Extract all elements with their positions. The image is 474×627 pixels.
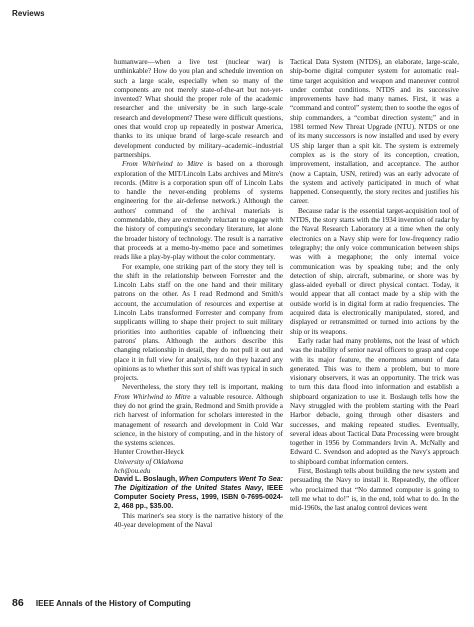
page-number: 86 [12,597,24,609]
page-footer [12,597,191,609]
paragraph: For example, one striking part of the story they tell is the shift in the relationship between Forrester and the Lincoln Labs staff on the one hand and their military patrons on the other. As I read Redmond and Smith's account, the accumulation of resources and expertise at Lincoln Labs transformed Forrester and company from supplicants willing to shape their project to suit military priorities into authorities capable of influencing their patrons' plans. Although the authors describe this changing relationship in detail, they do not pull it out and place it in full view for analysis, nor do they hazard any opinions as to whether this sort of shift was typical in such projects. [114,262,283,383]
paragraph: Early radar had many problems, not the least of which was the inability of senior naval officers to grasp and cope with its major feature, the enormous amount of data generated. This was to them a problem, but to more visionary observers, it was an opportunity. The trick was to turn this data flood into information and establish a shipboard organization to use it. Boslaugh tells how the Navy struggled with the problem starting with the Pearl Harbor debacle, going through other disasters and successes, and making repeated studies. Eventually, several ideas about Tactical Data Processing were brought together in 1956 by Commanders Irvin A. McNally and Edward C. Svendson and adopted as the Navy's approach to shipboard combat information centers. [290,336,459,466]
section-header: Reviews [12,9,45,18]
paragraph: humanware—when a live test (nuclear war) is unthinkable? How do you plan and schedule invention on such a large scale, especially when so many of the components are not merely state-of-the-art but not-yet-invented? What should the proper role of the academic researcher and the university be in such large-scale research and development? These were difficult questions, ones that would crop up repeatedly in postwar America, thanks to its unique brand of large-scale research and development conducted by military–academic–industrial partnerships. [114,58,283,159]
paragraph: Tactical Data System (NTDS), an elaborate, large-scale, ship-borne digital computer system for automatic real-time target acquisition and weapon and maneuver control under combat conditions. NTDS and its successive improvements have had many names. First, it was a “command and control” system; then to soothe the egos of ship commanders, a “combat direction system;” and in 1981 termed New Threat Upgrade (NTU). NTDS or one of its many successors is now installed and used by every US ship larger than a spit kit. The system is extremely complex as is the story of its conception, creation, improvement, installation, and acceptance. The author (now a Captain, USN, retired) was an early advocate of the system and actively participated in much of what happened. Consequently, the story recites and justifies his career. [290,58,459,206]
paragraph: Because radar is the essential target-acquisition tool of NTDS, the story starts with the 1934 invention of radar by the Naval Research Laboratory at a time when the only electronics on a Navy ship were for low-frequency radio telegraphy; the only voice communication between ships was with a megaphone; the only internal voice communication was by speaking tube; and the only detection of ship, aircraft, submarine, or shore was by glass-aided eyeball or direct physical contact. Today, it would appear that all contact made by a ship with the outside world is in digital form at radio frequencies. The acquired data is electronically manipulated, stored, and displayed or retransmitted or turned into actions by the ship or its weapons. [290,206,459,336]
paragraph: Nevertheless, the story they tell is important, making From Whirlwind to Mitre a valuable resource. Although they do not grind the grain, Redmond and Smith provide a rich harvest of information for scholars interested in the management of research and development in Cold War science, in the history of computing, and in the history of the systems sciences. [114,383,283,448]
book-title: From Whirlwind to Mitre [114,392,191,401]
paragraph: First, Boslaugh tells about building the new system and persuading the Navy to install it. Repeatedly, the officer who proclaimed that “No damned computer is going to tell me what to do!” is, in the end, told what to do. In the mid-1960s, the last analog control devices went [290,467,459,513]
right-column [290,58,459,514]
book-title: From Whirlwind to Mitre [122,160,203,169]
left-column [114,58,283,530]
reviewer-affiliation: University of Oklahoma [114,457,184,466]
reviewer-name: Hunter Crowther-Heyck [114,448,184,457]
reviewer-email: hch@ou.edu [114,467,151,476]
book-title: When Computers Went To Sea: The Digitization of the United States Navy [114,476,284,493]
paragraph: This mariner's sea story is the narrative history of the 40-year development of the Naval [114,511,283,529]
journal-title: IEEE Annals of the History of Computing [35,599,191,608]
book-citation: David L. Boslaugh, When Computers Went To Sea: The Digitization of the United States Navy, IEEE Computer Society Press, 1999, ISBN 0-7695-0024-2, 468 pp., $35.00. [114,476,284,510]
paragraph: From Whirlwind to Mitre is based on a thorough exploration of the MIT/Lincoln Labs archives and Mitre's records. (Mitre is a corporation spun off of Lincoln Labs to handle the never-ending problems of systems engineering for the air-defense network.) Although the authors' command of the archival materials is commendable, they are extremely reluctant to engage with the history of computing's secondary literature, let alone the broader history of technology. The result is a narrative that proceeds at a memo-by-memo pace and sometimes reads like a play-by-play without the color commentary. [114,160,283,262]
